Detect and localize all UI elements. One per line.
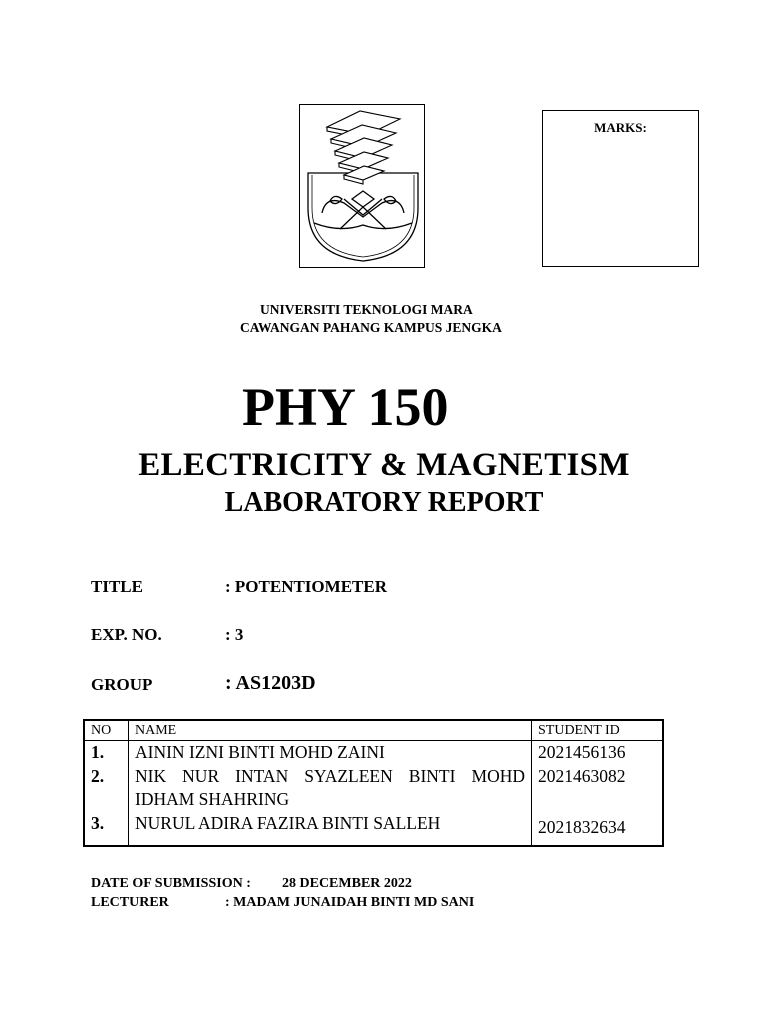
member-name: AININ IZNI BINTI MOHD ZAINI: [129, 741, 532, 765]
member-no: 3.: [84, 812, 129, 847]
group-label: GROUP: [91, 675, 153, 694]
submission-date-value: 28 DECEMBER 2022: [282, 876, 412, 891]
member-no: 1.: [84, 741, 129, 765]
lecturer-label: LECTURER: [91, 895, 169, 910]
submission-date-label: DATE OF SUBMISSION :: [91, 876, 251, 891]
member-id: 2021456136: [532, 741, 664, 765]
table-row: [84, 741, 663, 765]
lecturer-value: : MADAM JUNAIDAH BINTI MD SANI: [225, 895, 475, 910]
table-row: [84, 765, 663, 812]
group-value: : AS1203D: [225, 672, 316, 694]
title-label: TITLE: [91, 577, 143, 596]
marks-box: [542, 110, 699, 267]
uitm-crest-icon: [300, 105, 426, 269]
report-type: LABORATORY REPORT: [224, 487, 544, 518]
table-row: [84, 812, 663, 847]
member-no: 2.: [84, 765, 129, 812]
member-name: NIK NUR INTAN SYAZLEEN BINTI MOHD IDHAM SHAHRING: [129, 765, 532, 812]
member-id: 2021463082: [532, 765, 664, 812]
exp-no-value: : 3: [225, 625, 244, 644]
member-id: 2021832634: [532, 812, 664, 847]
marks-label: MARKS:: [594, 120, 647, 135]
header-no: NO: [84, 720, 129, 741]
members-table: [83, 719, 664, 847]
university-name: UNIVERSITI TEKNOLOGI MARA: [260, 302, 473, 317]
table-header-row: [84, 720, 663, 741]
course-name: ELECTRICITY & MAGNETISM: [138, 447, 630, 483]
university-logo: [299, 104, 425, 268]
member-name: NURUL ADIRA FAZIRA BINTI SALLEH: [129, 812, 532, 847]
course-code: PHY 150: [242, 377, 449, 437]
header-name: NAME: [129, 720, 532, 741]
campus-name: CAWANGAN PAHANG KAMPUS JENGKA: [240, 320, 502, 335]
exp-no-label: EXP. NO.: [91, 625, 162, 644]
title-value: : POTENTIOMETER: [225, 577, 387, 596]
header-student-id: STUDENT ID: [532, 720, 664, 741]
